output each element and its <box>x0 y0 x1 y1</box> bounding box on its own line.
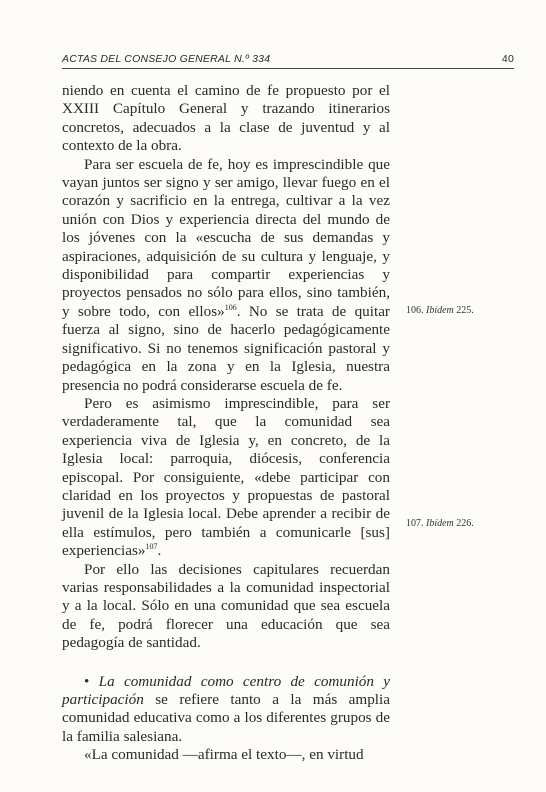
paragraph-2 <box>62 156 390 395</box>
paragraph-3 <box>62 395 390 561</box>
section-heading-italic: La comunidad como centro de comunión y participación <box>62 672 391 708</box>
paragraph-5-rest: se refiere tanto a la más amplia comunidad educativa como a los diferentes grupos de la familia salesiana. <box>62 691 390 745</box>
footnote-text: Ibídem <box>426 518 454 529</box>
paragraph-3-part-b: . <box>157 542 162 560</box>
paragraph-1: niendo en cuenta el camino de fe propuesto por el XXIII Capítulo General y trazando itinerarios concretos, adecuados a la clase de juventud y al contexto de la obra. <box>62 82 390 155</box>
footnote-106 <box>406 305 474 316</box>
running-header <box>62 52 514 69</box>
footnote-ref-107: 107 <box>145 542 158 552</box>
footnote-ref-106: 106 <box>224 302 237 312</box>
paragraph-2-part-b: . No se trata de quitar fuerza al signo, sino de hacerlo pedagógicamente significativo. Si no tenemos significación pastoral y pedagógica en la zona y en la Iglesia, nuestra presencia no podrá considerarse escuela de fe. <box>62 302 390 394</box>
main-text <box>62 82 390 765</box>
paragraph-4: Por ello las decisiones capitulares recuerdan varias responsabilidades a la comunidad inspectorial y a la local. Sólo en una comunidad que sea escuela de fe, podrá florecer una educación que sea pedagogía de santidad. <box>62 560 390 652</box>
footnote-page: 226. <box>456 518 474 529</box>
running-title: ACTAS DEL CONSEJO GENERAL N.º 334 <box>62 53 271 65</box>
paragraph-3-part-a: Pero es asimismo imprescindible, para ser verdaderamente tal, que la comunidad sea experiencia viva de Iglesia y, en concreto, de la Iglesia local: parroquia, diócesis, conferencia episcopal. Por consiguiente, «debe participar con claridad en los proyectos y propuestas de pastoral juvenil de la Iglesia local. Debe aprender a recibir de ella estímulos, pero también a comunicarle [sus] experiencias» <box>62 394 390 560</box>
paragraph-5 <box>62 673 390 747</box>
footnote-number: 106. <box>406 305 424 316</box>
footnote-107 <box>406 518 474 529</box>
footnote-page: 225. <box>456 305 474 316</box>
page-number: 40 <box>501 53 514 65</box>
footnote-text: Ibídem <box>426 305 454 316</box>
paragraph-2-part-a: Para ser escuela de fe, hoy es imprescindible que vayan juntos ser signo y ser amigo, llevar fuego en el corazón y sacrificio en la entrega, cultivar a la vez unión con Dios y experiencia directa del mundo de los jóvenes con la «escucha de sus demandas y aspiraciones, adquisición de su cultura y lenguaje, y disponibilidad para compartir experiencias y proyectos pensados no sólo para ellos, sino también, y sobre todo, con ellos» <box>62 155 390 320</box>
footnote-number: 107. <box>406 518 424 529</box>
bullet-icon: • <box>84 672 90 690</box>
paragraph-6: «La comunidad —afirma el texto—, en virtud <box>84 746 364 764</box>
